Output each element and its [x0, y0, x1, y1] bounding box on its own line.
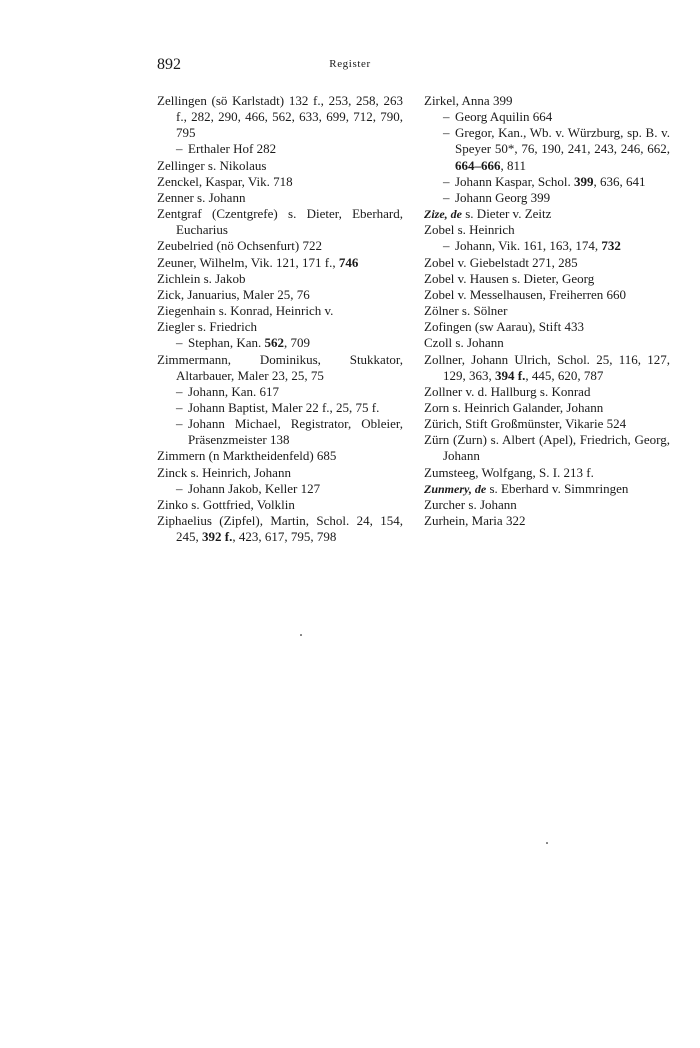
index-column-right	[424, 93, 670, 529]
entry-text: Zürn (Zurn) s. Albert (Apel), Friedrich, Georg, Johann	[424, 432, 670, 464]
index-entry	[157, 93, 403, 141]
entry-text: Erthaler Hof 282	[188, 141, 277, 157]
entry-text: Gregor, Kan., Wb. v. Würzburg, sp. B. v. Speyer 50*, 76, 190, 241, 243, 246, 662,	[455, 125, 670, 157]
entry-text: Zorn s. Heinrich Galander, Johann	[424, 399, 604, 415]
entry-text: Zellingen (sö Karlstadt) 132 f., 253, 258, 263 f., 282, 290, 466, 562, 633, 699, 712, 790, 795	[157, 93, 403, 141]
index-entry	[424, 481, 670, 497]
entry-text: Zinko s. Gottfried, Volklin	[157, 496, 295, 512]
index-subentry	[157, 384, 403, 400]
index-subentry	[424, 238, 670, 254]
entry-text: Stephan, Kan.	[188, 335, 265, 351]
entry-text: Zurcher s. Johann	[424, 496, 517, 512]
index-entry	[157, 497, 403, 513]
index-entry	[157, 352, 403, 384]
entry-text: Zobel v. Giebelstadt 271, 285	[424, 254, 578, 270]
bold-page-ref: 394 f.	[495, 367, 526, 383]
entry-text: Zurhein, Maria 322	[424, 513, 526, 529]
index-entry	[424, 93, 670, 109]
entry-text: Ziphaelius (Zipfel), Martin, Schol. 24, 154, 245,	[157, 513, 403, 545]
entry-text: Zeuner, Wilhelm, Vik. 121, 171 f.,	[157, 254, 339, 270]
index-subentry	[424, 174, 670, 190]
index-entry	[424, 465, 670, 481]
subentry-dash: –	[443, 109, 450, 125]
entry-text: Ziegenhain s. Konrad, Heinrich v.	[157, 303, 334, 319]
index-entry	[424, 352, 670, 384]
index-entry	[157, 255, 403, 271]
subentry-dash: –	[176, 383, 183, 399]
index-entry	[157, 206, 403, 238]
entry-text: Georg Aquilin 664	[455, 109, 553, 125]
entry-text: , 445, 620, 787	[525, 367, 604, 383]
entry-text: Zimmern (n Marktheidenfeld) 685	[157, 448, 337, 464]
index-entry	[157, 190, 403, 206]
index-entry	[424, 416, 670, 432]
entry-text: Zobel v. Messelhausen, Freiherren 660	[424, 286, 627, 302]
index-entry	[424, 432, 670, 464]
index-entry	[424, 384, 670, 400]
entry-text: Zick, Januarius, Maler 25, 76	[157, 286, 310, 302]
index-entry	[424, 255, 670, 271]
index-entry	[424, 271, 670, 287]
entry-text: Zobel v. Hausen s. Dieter, Georg	[424, 270, 595, 286]
index-entry	[157, 448, 403, 464]
subentry-dash: –	[443, 189, 450, 205]
page-number: 892	[157, 56, 181, 73]
index-entry	[157, 287, 403, 303]
entry-text: Zobel s. Heinrich	[424, 222, 515, 238]
subentry-dash: –	[176, 416, 183, 432]
entry-text: Johann Baptist, Maler 22 f., 25, 75 f.	[188, 399, 380, 415]
index-entry	[424, 287, 670, 303]
italic-term: Zunmery, de	[424, 481, 487, 496]
index-entry	[157, 513, 403, 545]
index-entry	[424, 206, 670, 222]
index-entry	[157, 271, 403, 287]
index-entry	[424, 497, 670, 513]
entry-text: Zirkel, Anna 399	[424, 93, 513, 108]
bold-page-ref: 746	[338, 254, 359, 270]
entry-text: , 811	[500, 157, 527, 173]
index-entry	[157, 158, 403, 174]
italic-term: Zize, de	[424, 207, 462, 222]
entry-text: Zenckel, Kaspar, Vik. 718	[157, 173, 293, 189]
subentry-dash: –	[176, 335, 183, 351]
index-entry	[424, 513, 670, 529]
subentry-dash: –	[443, 238, 450, 254]
index-entry	[424, 400, 670, 416]
entry-text: Zofingen (sw Aarau), Stift 433	[424, 319, 584, 335]
entry-text: Johann Michael, Registrator, Obleier, Präsenzmeister 138	[188, 416, 403, 448]
entry-text: Zumsteeg, Wolfgang, S. I. 213 f.	[424, 464, 594, 480]
index-subentry	[157, 141, 403, 157]
index-entry	[157, 303, 403, 319]
entry-text: Zölner s. Sölner	[424, 303, 508, 319]
index-column-left	[157, 93, 403, 545]
index-subentry	[424, 190, 670, 206]
bold-page-ref: 732	[601, 238, 621, 254]
entry-text: Zinck s. Heinrich, Johann	[157, 464, 291, 480]
entry-text: Zentgraf (Czentgrefe) s. Dieter, Eberhard, Eucharius	[157, 206, 403, 238]
index-entry	[424, 319, 670, 335]
index-entry	[157, 238, 403, 254]
bold-page-ref: 399	[574, 173, 594, 189]
subentry-dash: –	[176, 480, 183, 496]
entry-text: Zollner v. d. Hallburg s. Konrad	[424, 383, 591, 399]
index-subentry	[157, 481, 403, 497]
entry-text: Zichlein s. Jakob	[157, 270, 246, 286]
subentry-dash: –	[176, 399, 183, 415]
entry-text: s. Eberhard v. Simmringen	[486, 480, 629, 496]
index-entry	[157, 465, 403, 481]
index-subentry	[424, 109, 670, 125]
entry-text: s. Dieter v. Zeitz	[462, 206, 552, 222]
entry-text: Johann, Kan. 617	[188, 383, 279, 399]
index-entry	[157, 319, 403, 335]
entry-text: , 709	[284, 335, 311, 351]
index-entry	[424, 335, 670, 351]
index-subentry	[157, 335, 403, 351]
entry-text: Zimmermann, Dominikus, Stukkator, Altarbauer, Maler 23, 25, 75	[157, 351, 403, 383]
index-entry	[157, 174, 403, 190]
bold-page-ref: 392 f.	[202, 529, 233, 545]
subentry-dash: –	[443, 125, 450, 141]
entry-text: Zenner s. Johann	[157, 189, 246, 205]
scan-speck	[300, 634, 302, 636]
index-entry	[424, 222, 670, 238]
subentry-dash: –	[176, 141, 183, 157]
entry-text: Zeubelried (nö Ochsenfurt) 722	[157, 238, 322, 254]
entry-text: Johann Kaspar, Schol.	[455, 173, 574, 189]
entry-text: Zürich, Stift Großmünster, Vikarie 524	[424, 416, 627, 432]
entry-text: Johann Georg 399	[455, 189, 551, 205]
index-entry	[424, 303, 670, 319]
running-head: Register	[329, 58, 371, 70]
entry-text: Czoll s. Johann	[424, 335, 504, 351]
index-subentry	[424, 125, 670, 173]
bold-page-ref: 664–666	[455, 157, 501, 173]
scan-speck	[546, 842, 548, 844]
entry-text: Johann, Vik. 161, 163, 174,	[455, 238, 602, 254]
entry-text: , 636, 641	[593, 173, 646, 189]
index-subentry	[157, 400, 403, 416]
subentry-dash: –	[443, 173, 450, 189]
entry-text: , 423, 617, 795, 798	[232, 529, 337, 545]
entry-text: Zollner, Johann Ulrich, Schol. 25, 116, 127, 129, 363,	[424, 351, 670, 383]
entry-text: Zellinger s. Nikolaus	[157, 157, 267, 173]
entry-text: Johann Jakob, Keller 127	[188, 480, 321, 496]
index-subentry	[157, 416, 403, 448]
bold-page-ref: 562	[264, 335, 285, 351]
entry-text: Ziegler s. Friedrich	[157, 319, 257, 335]
